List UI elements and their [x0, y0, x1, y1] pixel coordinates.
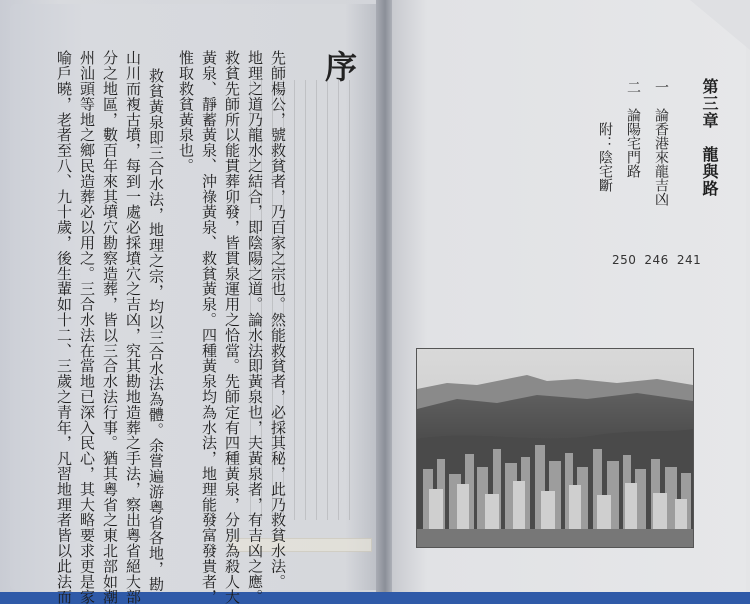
text-column: 惟取救貧黃泉也。 [177, 50, 195, 174]
text-column: 州汕頭等地之鄉民造葬必以用之。三合水法在當地已深入民心，其大略要求更是家 [78, 50, 96, 604]
text-column: 分之地區，數百年來其墳穴勘察造葬，皆以三合水法行事。猶其粵省之東北部如潮 [101, 50, 119, 604]
show-through-text [250, 80, 360, 520]
text-column: 山川而複古墳，每到一處必採墳穴之吉凶，究其勘地造葬之手法，察出粵省絕大部 [124, 50, 142, 604]
text-column: 先師楊公，號救貧者，乃百家之宗也。然能救貧者，必採其秘，此乃救貧水法。 [269, 50, 287, 589]
contents-item: 附：陰宅斷 [597, 122, 613, 192]
page-number: 241 [676, 253, 702, 267]
text-column: 救貧先師所以能貫葬卯發，皆貫泉運用之恰當。先師定有四種黃泉，分別為殺人大 [223, 50, 241, 604]
chapter-title: 第三章 龍與路 [700, 78, 719, 197]
page-number: 246 [644, 253, 669, 267]
cityscape-photo [416, 348, 694, 548]
text-column: 救貧黃泉即三合水法，地理之宗，均以三合水法為體。余嘗遍游粵省各地，勘 [147, 68, 165, 592]
text-column: 地理之道乃龍水之結合，即陰陽之道。論水法即黃泉也，夫黃泉者，有吉凶之應。 [246, 50, 264, 604]
preface-title: 序 [325, 48, 358, 86]
page-number: 250 [612, 253, 637, 267]
contents-item: 二 論陽宅門路 [625, 80, 641, 178]
text-column: 喻戶曉，老者至八、九十歲，後生輩如十二、三歲之青年，凡習地理者皆以此法而 [55, 50, 73, 604]
text-column: 黃泉、靜蓄黃泉、沖祿黃泉、救貧黃泉。四種黃泉均為水法，地理能發富發貴者， [200, 50, 218, 604]
contents-item: 一 論香港來龍吉凶 [653, 80, 669, 206]
page-numbers [612, 253, 701, 267]
